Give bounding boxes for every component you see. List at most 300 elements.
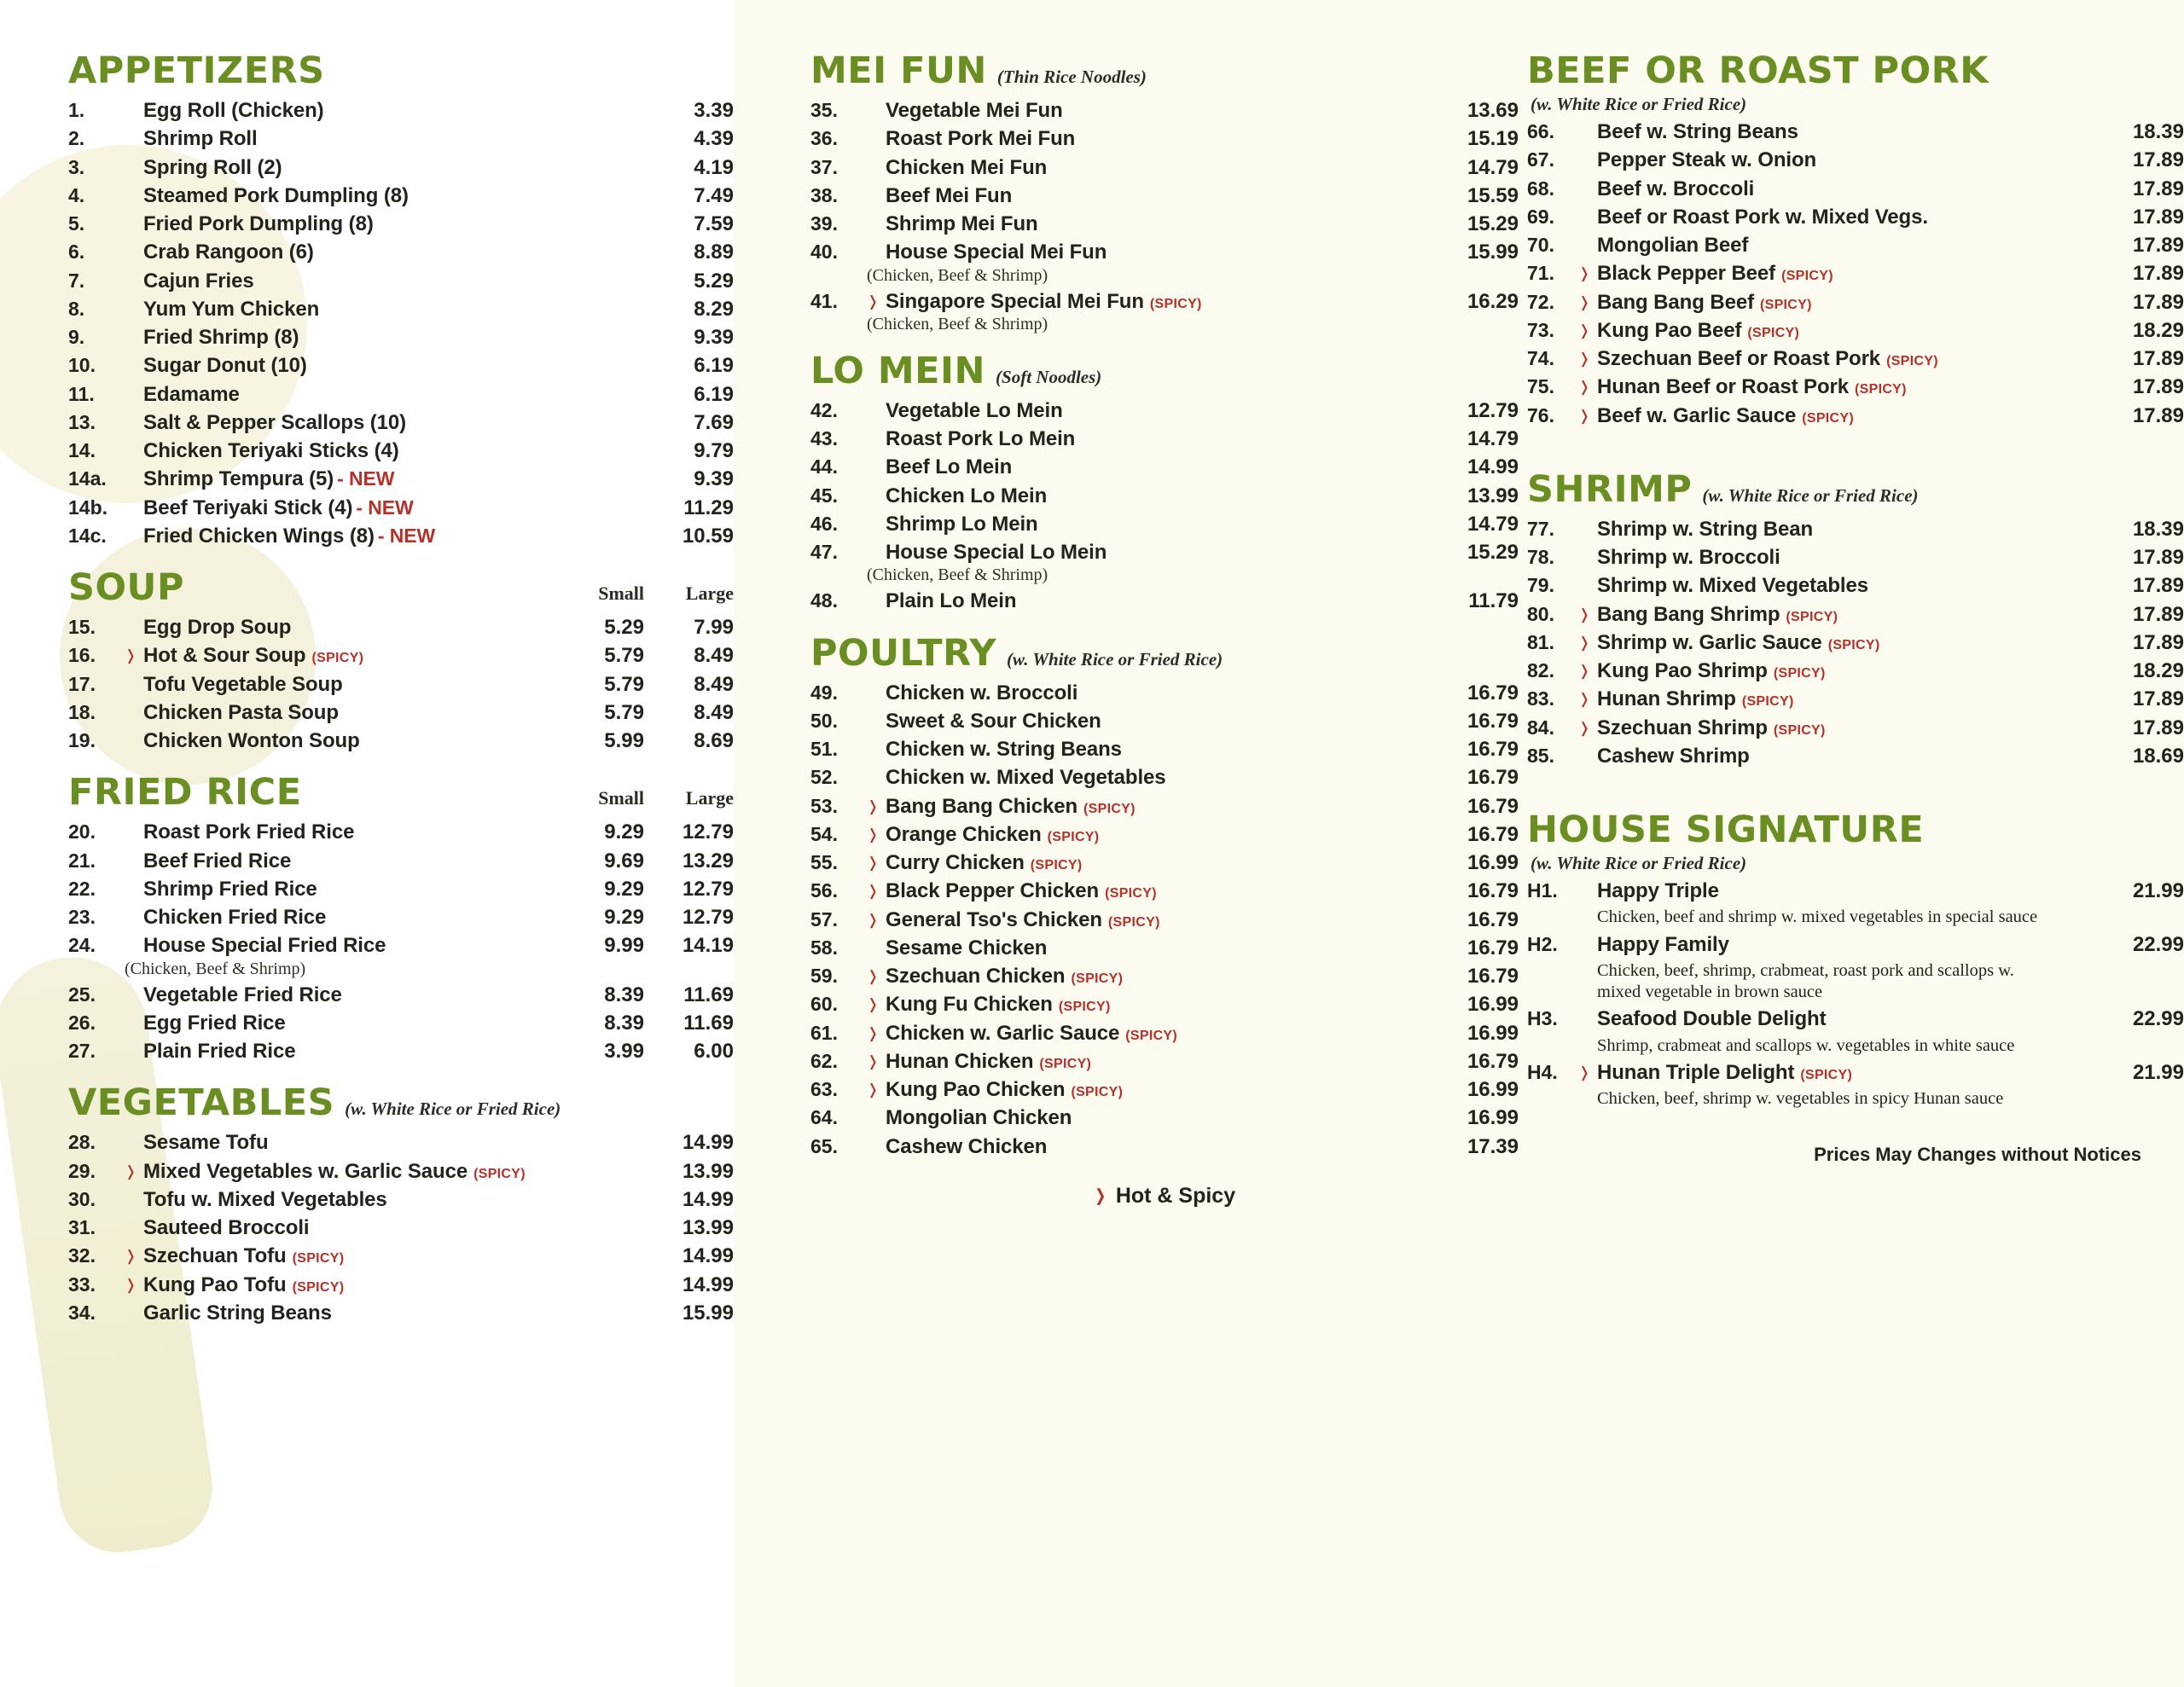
- vegetables-list: [68, 1129, 734, 1328]
- section-title: FRIED RICE: [68, 771, 302, 815]
- item-name-text: Shrimp Tempura (5): [143, 467, 334, 491]
- spicy-tag: (SPICY): [473, 1166, 526, 1181]
- item-number: 84.: [1527, 716, 1554, 739]
- item-number: 2.: [68, 127, 85, 150]
- item-name-text: Szechuan Chicken: [886, 965, 1066, 988]
- menu-item: [810, 183, 1519, 211]
- item-number: 80.: [1527, 602, 1554, 625]
- item-name-text: Cajun Fries: [143, 269, 254, 293]
- hot-spicy-legend: [810, 1184, 1519, 1209]
- item-number: 75.: [1527, 375, 1554, 398]
- item-price-large: 13.29: [682, 849, 734, 872]
- item-price: 21.99: [2132, 1061, 2184, 1085]
- item-number: 57.: [810, 907, 838, 930]
- item-name: [886, 185, 1416, 208]
- item-name: [1597, 235, 2090, 258]
- item-description: Chicken, beef, shrimp, crabmeat, roast pork and scallops w. mixed vegetable in brown sauce: [1597, 961, 2014, 1001]
- item-number: 61.: [810, 1021, 838, 1044]
- item-name-text: Tofu w. Mixed Vegetables: [143, 1187, 387, 1211]
- menu-item: [810, 708, 1519, 736]
- item-price: 14.79: [1467, 512, 1519, 536]
- menu-item: [1527, 147, 2184, 175]
- menu-item: [1527, 345, 2184, 374]
- item-price-large: 8.49: [694, 700, 734, 724]
- section-note: (w. White Rice or Fried Rice): [1702, 484, 1919, 506]
- chili-pepper-icon: ❭: [1093, 1186, 1107, 1205]
- item-name: [1597, 1008, 2090, 1031]
- menu-item: [68, 183, 734, 211]
- item-number: 72.: [1527, 290, 1554, 313]
- menu-item: [68, 1010, 734, 1038]
- item-name: [886, 909, 1416, 932]
- item-name-text: Kung Fu Chicken: [886, 993, 1053, 1017]
- menu-item: [1527, 572, 2184, 600]
- item-name: [886, 513, 1416, 536]
- item-name: [1597, 880, 2090, 903]
- item-number: 53.: [810, 794, 838, 817]
- item-price: 15.29: [1467, 541, 1519, 565]
- chili-pepper-icon: ❭: [867, 911, 880, 928]
- section-note: (Soft Noodles): [996, 366, 1102, 387]
- menu-item: [810, 935, 1519, 963]
- item-name-text: Sauteed Broccoli: [143, 1216, 310, 1240]
- item-name-text: Kung Pao Shrimp: [1597, 659, 1768, 683]
- item-price: 17.89: [2132, 574, 2184, 598]
- section-title: MEI FUN: [810, 49, 987, 92]
- item-number: 47.: [810, 541, 838, 564]
- item-name-text: Vegetable Fried Rice: [143, 983, 342, 1006]
- item-name-text: Kung Pao Beef: [1597, 318, 1742, 342]
- item-number: 27.: [68, 1040, 96, 1063]
- item-price-small: 5.79: [604, 644, 644, 668]
- spicy-tag: (SPICY): [1855, 382, 1907, 397]
- item-name-text: Chicken Wonton Soup: [143, 729, 360, 753]
- item-number: 38.: [810, 183, 838, 206]
- item-price: 16.79: [1467, 907, 1519, 931]
- section-header-soup: [68, 566, 734, 609]
- item-name: [143, 128, 631, 151]
- item-name-text: Chicken Teriyaki Sticks (4): [143, 439, 399, 463]
- item-name: [1597, 934, 2090, 957]
- item-name: [886, 456, 1416, 479]
- item-name: [886, 965, 1416, 988]
- chili-pepper-icon: ❭: [1578, 1064, 1591, 1081]
- spicy-tag: (SPICY): [1802, 410, 1855, 426]
- item-name-text: Shrimp w. Garlic Sauce: [1597, 630, 1822, 654]
- spicy-tag: (SPICY): [1083, 801, 1136, 816]
- item-name: [1597, 149, 2090, 172]
- item-number: 81.: [1527, 630, 1554, 653]
- item-price: 9.39: [694, 467, 734, 491]
- item-price: 17.89: [2132, 234, 2184, 258]
- item-number: 22.: [68, 877, 96, 900]
- item-description: Shrimp, crabmeat and scallops w. vegetables in white sauce: [1597, 1035, 2015, 1055]
- item-price: 17.89: [2132, 630, 2184, 654]
- item-price-large: 14.19: [682, 934, 734, 958]
- item-name: [143, 213, 631, 236]
- item-name: [886, 157, 1416, 180]
- item-name: [143, 1217, 631, 1240]
- item-price: 7.59: [694, 212, 734, 236]
- section-note: (Thin Rice Noodles): [996, 67, 1147, 87]
- item-number: H4.: [1527, 1061, 1558, 1084]
- section-header-beef-pork: [1527, 49, 2184, 92]
- chili-pepper-icon: ❭: [1578, 719, 1591, 736]
- soup-column-headers: [542, 583, 734, 605]
- item-price: 13.99: [682, 1216, 734, 1240]
- menu-item: [810, 211, 1519, 239]
- item-price: 8.89: [694, 241, 734, 264]
- menu-item: [68, 819, 734, 847]
- item-number: 54.: [810, 822, 838, 845]
- appetizers-list: [68, 97, 734, 551]
- menu-item: [810, 764, 1519, 792]
- item-name-text: Pepper Steak w. Onion: [1597, 148, 1817, 172]
- item-price-small: 5.79: [604, 672, 644, 696]
- item-name: [143, 270, 631, 293]
- item-number: 30.: [68, 1187, 96, 1210]
- item-price: 7.69: [694, 410, 734, 434]
- item-price: 14.79: [1467, 427, 1519, 451]
- large-label: Large: [685, 583, 734, 604]
- item-price-small: 9.29: [604, 877, 644, 901]
- item-name-text: Chicken w. String Beans: [886, 738, 1122, 762]
- item-number: 45.: [810, 484, 838, 507]
- item-name: [143, 100, 631, 123]
- item-name: [886, 213, 1416, 236]
- menu-item: [810, 1048, 1519, 1076]
- item-price: 14.99: [682, 1187, 734, 1211]
- item-price: 17.89: [2132, 546, 2184, 570]
- item-price: 10.59: [682, 524, 734, 548]
- spicy-tag: (SPICY): [1047, 829, 1100, 844]
- item-name: [143, 850, 542, 873]
- item-number: 33.: [68, 1272, 96, 1296]
- spicy-tag: (SPICY): [1125, 1028, 1178, 1043]
- item-name-text: Bang Bang Chicken: [886, 794, 1077, 818]
- item-price: 6.19: [694, 354, 734, 378]
- item-price: 17.89: [2132, 177, 2184, 200]
- menu-item: [68, 671, 734, 699]
- item-name-text: Steamed Pork Dumpling (8): [143, 183, 409, 207]
- house-signature-list: [1527, 878, 2184, 1110]
- item-price: 12.79: [1467, 398, 1519, 422]
- menu-item: [1527, 743, 2184, 771]
- item-name-text: Szechuan Shrimp: [1597, 716, 1768, 739]
- item-name-text: House Special Lo Mein: [886, 541, 1107, 565]
- item-subtitle: (Chicken, Beef & Shrimp): [867, 565, 1048, 585]
- chili-pepper-icon: ❭: [1578, 379, 1591, 396]
- item-name: [143, 674, 542, 697]
- item-number: 1.: [68, 99, 85, 122]
- menu-item: [1527, 878, 2184, 906]
- item-name-text: Kung Pao Tofu: [143, 1272, 287, 1296]
- item-price: 16.99: [1467, 1078, 1519, 1102]
- menu-item: [68, 1243, 734, 1271]
- item-number: 71.: [1527, 262, 1554, 285]
- menu-item: [68, 982, 734, 1010]
- item-name: [886, 710, 1416, 733]
- item-number: 34.: [68, 1301, 96, 1324]
- item-number: 35.: [810, 99, 838, 122]
- item-name-text: Shrimp w. Broccoli: [1597, 546, 1780, 570]
- item-price: 18.29: [2132, 659, 2184, 683]
- item-name-text: Crab Rangoon (6): [143, 241, 314, 264]
- section-title: BEEF OR ROAST PORK: [1527, 49, 1989, 92]
- spicy-tag: (SPICY): [1886, 354, 1938, 369]
- item-price: 17.89: [2132, 403, 2184, 427]
- item-name-text: Salt & Pepper Scallops (10): [143, 410, 407, 434]
- chili-pepper-icon: ❭: [125, 1276, 137, 1293]
- item-name-text: Egg Fried Rice: [143, 1011, 286, 1035]
- item-name-text: Beef Mei Fun: [886, 183, 1013, 207]
- item-price-small: 9.29: [604, 820, 644, 844]
- spicy-tag: (SPICY): [1741, 694, 1794, 710]
- chili-pepper-icon: ❭: [125, 647, 137, 664]
- menu-item: [1527, 601, 2184, 629]
- item-price: 15.99: [682, 1301, 734, 1325]
- item-name-text: Roast Pork Fried Rice: [143, 820, 355, 844]
- item-price-small: 9.99: [604, 934, 644, 958]
- item-price: 4.39: [694, 127, 734, 151]
- item-name-text: Chicken Lo Mein: [886, 484, 1048, 507]
- item-name: [143, 1189, 631, 1212]
- item-number: 14c.: [68, 524, 107, 547]
- item-price: 16.79: [1467, 681, 1519, 704]
- spicy-tag: (SPICY): [1149, 296, 1202, 311]
- menu-item: [810, 736, 1519, 764]
- menu-item: [810, 397, 1519, 426]
- item-name-text: Hunan Beef or Roast Pork: [1597, 375, 1849, 399]
- item-number: 42.: [810, 398, 838, 421]
- section-header-shrimp: [1527, 468, 2184, 511]
- item-name: [143, 907, 542, 930]
- item-price: 16.79: [1467, 766, 1519, 790]
- item-number: 16.: [68, 644, 96, 667]
- item-description: Chicken, beef and shrimp w. mixed vegetables in special sauce: [1597, 907, 2038, 927]
- item-name: [1597, 206, 2090, 229]
- menu-item: [1527, 686, 2184, 714]
- item-name: [886, 128, 1416, 151]
- chili-pepper-icon: ❭: [125, 1162, 137, 1180]
- menu-item: [68, 1158, 734, 1186]
- chili-pepper-icon: ❭: [867, 855, 880, 872]
- menu-item: [810, 849, 1519, 878]
- item-name-text: Yum Yum Chicken: [143, 297, 320, 321]
- item-name: [1597, 688, 2090, 711]
- item-name: [886, 241, 1416, 264]
- item-name: [143, 730, 542, 753]
- soup-list: [68, 614, 734, 756]
- chili-pepper-icon: ❭: [867, 996, 880, 1013]
- item-number: 4.: [68, 183, 85, 206]
- item-price: 13.69: [1467, 99, 1519, 123]
- item-number: H2.: [1527, 933, 1558, 956]
- item-subtitle: (Chicken, Beef & Shrimp): [867, 314, 1048, 333]
- item-price: 22.99: [2132, 933, 2184, 957]
- item-price: 14.99: [682, 1131, 734, 1155]
- section-header-poultry: [810, 632, 1519, 675]
- item-name-text: Roast Pork Lo Mein: [886, 427, 1076, 451]
- item-name: [886, 796, 1416, 819]
- item-name-text: Bang Bang Shrimp: [1597, 602, 1780, 626]
- menu-item: [1527, 544, 2184, 572]
- item-price: 17.89: [2132, 602, 2184, 626]
- item-name-text: Egg Drop Soup: [143, 616, 292, 640]
- item-number: H1.: [1527, 879, 1558, 902]
- item-price: 18.39: [2132, 517, 2184, 541]
- item-number: 43.: [810, 427, 838, 450]
- item-name-text: Roast Pork Mei Fun: [886, 127, 1076, 151]
- item-name: [886, 1023, 1416, 1046]
- spicy-tag: (SPICY): [1781, 269, 1833, 284]
- item-name: [1597, 717, 2090, 740]
- item-number: 65.: [810, 1134, 838, 1157]
- menu-item: [68, 211, 734, 239]
- spicy-tag: (SPICY): [1773, 722, 1826, 738]
- menu-item: [68, 97, 734, 125]
- menu-item: [1527, 931, 2184, 959]
- item-price: 11.29: [683, 496, 734, 519]
- section-title: APPETIZERS: [68, 49, 325, 92]
- chili-pepper-icon: ❭: [867, 1052, 880, 1070]
- menu-column-middle: [734, 0, 1519, 1687]
- item-price: 17.89: [2132, 205, 2184, 229]
- item-name: [886, 880, 1416, 903]
- new-badge: - NEW: [356, 496, 414, 519]
- item-price: 16.79: [1467, 738, 1519, 762]
- item-name: [886, 291, 1416, 314]
- item-name-text: Beef Teriyaki Stick (4): [143, 496, 353, 519]
- section-title: SHRIMP: [1527, 467, 1693, 511]
- item-price: 17.89: [2132, 347, 2184, 371]
- item-name-text: Chicken w. Broccoli: [886, 681, 1078, 704]
- menu-item: [1527, 176, 2184, 204]
- menu-column-left: [0, 0, 734, 1687]
- item-price-large: 12.79: [682, 820, 734, 844]
- item-name: [886, 739, 1416, 762]
- spicy-tag: (SPICY): [1058, 1000, 1111, 1015]
- item-number: 25.: [68, 983, 96, 1006]
- item-name-text: Beef w. String Beans: [1597, 120, 1798, 144]
- spicy-tag: (SPICY): [1030, 858, 1083, 873]
- item-number: 66.: [1527, 120, 1554, 143]
- menu-item: [810, 991, 1519, 1019]
- item-price-large: 8.49: [694, 672, 734, 696]
- menu-item: [1527, 629, 2184, 658]
- item-price: 16.99: [1467, 993, 1519, 1017]
- item-number: 44.: [810, 455, 838, 478]
- item-name: [1597, 1062, 2090, 1085]
- item-name-text: Szechuan Tofu: [143, 1244, 287, 1268]
- item-price: 16.79: [1467, 1049, 1519, 1073]
- section-title: HOUSE SIGNATURE: [1527, 809, 1925, 851]
- item-name: [143, 355, 631, 378]
- item-name-text: Curry Chicken: [886, 851, 1025, 875]
- item-name: [1597, 292, 2090, 315]
- item-name-text: Black Pepper Beef: [1597, 262, 1776, 286]
- item-name: [886, 824, 1416, 847]
- item-number: 11.: [68, 382, 95, 405]
- item-name-text: Shrimp Fried Rice: [143, 877, 317, 901]
- item-name: [143, 1274, 631, 1297]
- menu-item: [1527, 1006, 2184, 1034]
- hot-spicy-label: Hot & Spicy: [1115, 1183, 1236, 1208]
- item-name-text: Tofu Vegetable Soup: [143, 672, 343, 696]
- menu-item: [810, 793, 1519, 821]
- item-name: [886, 400, 1416, 423]
- item-number: 32.: [68, 1244, 96, 1267]
- item-name-text: Chicken w. Garlic Sauce: [886, 1021, 1120, 1045]
- item-name-text: Beef Lo Mein: [886, 455, 1013, 479]
- item-price-small: 8.39: [604, 983, 644, 1006]
- item-name-text: Orange Chicken: [886, 822, 1042, 846]
- item-name: [143, 935, 542, 958]
- item-price: 17.89: [2132, 375, 2184, 399]
- menu-item: [68, 614, 734, 642]
- chili-pepper-icon: ❭: [1578, 265, 1591, 282]
- chili-pepper-icon: ❭: [1578, 407, 1591, 424]
- item-name: [143, 384, 631, 407]
- item-price: 6.19: [694, 382, 734, 406]
- chili-pepper-icon: ❭: [125, 1248, 137, 1265]
- item-name-text: Cashew Chicken: [886, 1134, 1048, 1158]
- item-name: [143, 702, 542, 725]
- item-number: 21.: [68, 849, 96, 872]
- menu-item: [1527, 119, 2184, 147]
- item-name: [1597, 348, 2090, 371]
- item-price: 16.29: [1467, 289, 1519, 313]
- poultry-list: [810, 680, 1519, 1162]
- item-number: 70.: [1527, 234, 1554, 257]
- item-price: 15.19: [1467, 127, 1519, 151]
- item-price: 13.99: [682, 1159, 734, 1183]
- item-name-text: Sugar Donut (10): [143, 354, 307, 378]
- item-number: 3.: [68, 155, 85, 178]
- menu-item: [68, 125, 734, 154]
- item-name-text: Fried Shrimp (8): [143, 326, 299, 350]
- item-name: [143, 1012, 542, 1035]
- item-name: [143, 440, 631, 463]
- item-name: [1597, 745, 2090, 768]
- item-name-text: Spring Roll (2): [143, 155, 282, 179]
- item-price: 17.39: [1467, 1134, 1519, 1158]
- menu-item: [1527, 715, 2184, 743]
- item-number: 40.: [810, 241, 838, 264]
- fried-rice-list: [68, 819, 734, 1066]
- item-price-small: 9.29: [604, 906, 644, 930]
- item-price: 16.79: [1467, 879, 1519, 903]
- chili-pepper-icon: ❭: [1578, 322, 1591, 339]
- chili-pepper-icon: ❭: [867, 826, 880, 843]
- item-price: 16.99: [1467, 851, 1519, 875]
- menu-item: [810, 1020, 1519, 1048]
- item-name: [1597, 376, 2090, 399]
- menu-item: [68, 1215, 734, 1243]
- menu-column-right: [1519, 0, 2184, 1687]
- menu-item: [1527, 232, 2184, 260]
- item-number: 63.: [810, 1078, 838, 1101]
- item-name: [1597, 660, 2090, 683]
- menu-item: [1527, 516, 2184, 544]
- item-name-text: House Special Fried Rice: [143, 934, 386, 958]
- item-name-text: Vegetable Lo Mein: [886, 398, 1063, 422]
- item-name: [1597, 178, 2090, 201]
- item-number: 59.: [810, 965, 838, 988]
- menu-item: [68, 848, 734, 876]
- item-name: [143, 412, 631, 435]
- item-number: 68.: [1527, 177, 1554, 200]
